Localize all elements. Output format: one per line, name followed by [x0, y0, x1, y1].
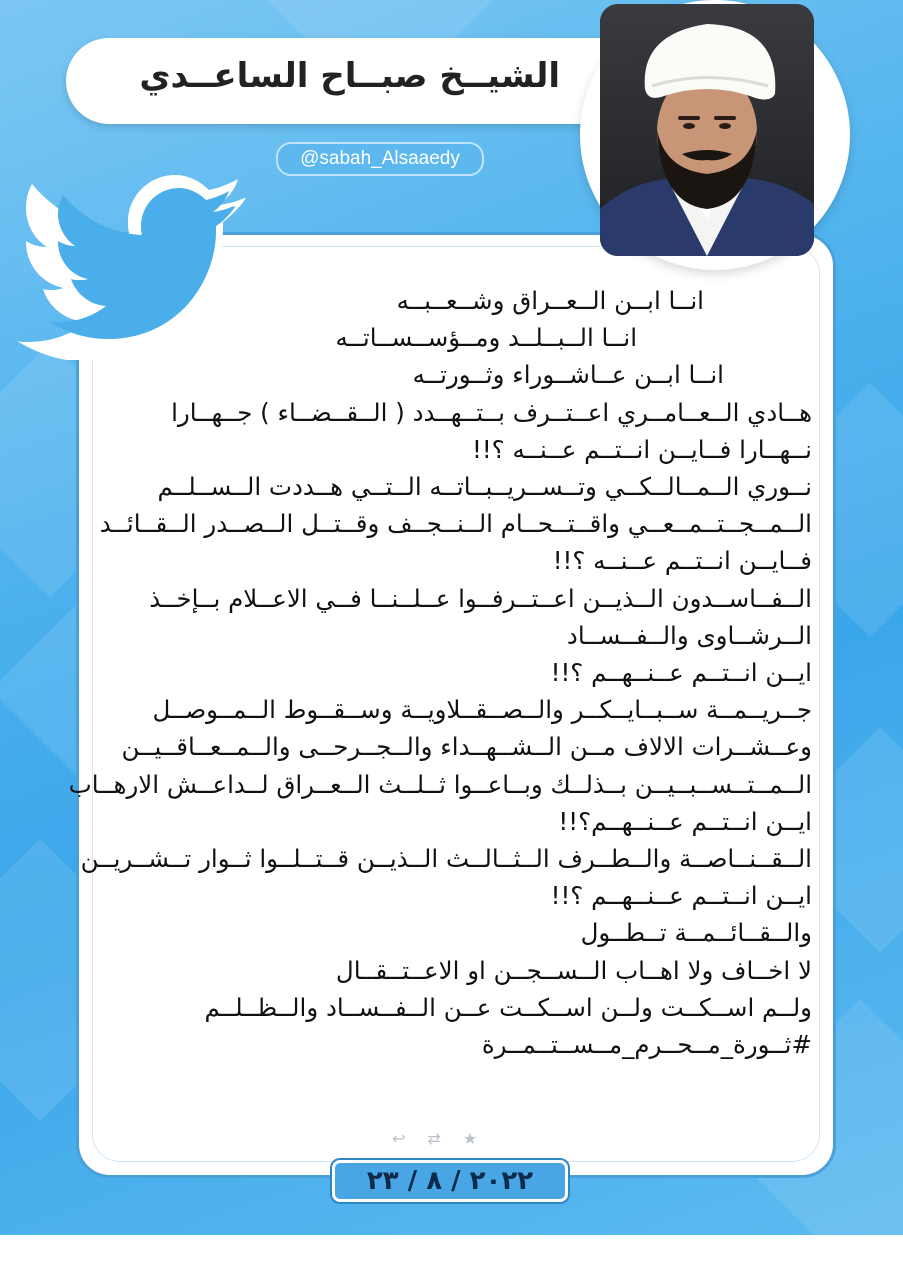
tweet-line: انــا الــبــلــد ومــؤســســاتــه [335, 323, 637, 353]
bottom-margin [0, 1235, 903, 1280]
profile-name: الشيــخ صبــاح الساعــدي [139, 56, 560, 96]
tweet-line: لا اخــاف ولا اهــاب الــســجــن او الاعــتــقــال [335, 955, 812, 985]
tweet-line: انــا ابــن عــاشــوراء وثــورتــه [412, 360, 724, 390]
tweet-line: نــهــارا فــايــن انــتــم عــنــه ؟!! [472, 434, 812, 464]
tweet-line: ايــن انــتــم عــنــهــم ؟!! [550, 658, 812, 688]
tweet-line: الــمــجــتــمــعــي واقــتــحــام الــنــجــف وقــتــل الــصــدر الــقــائــد [99, 509, 812, 539]
tweet-line: هــادي الــعــامــري اعــتــرف بــتــهــدد ( الــقــضــاء ) جــهــارا [171, 397, 812, 427]
tweet-text [68, 282, 812, 1063]
profile-handle[interactable]: @sabah_Alsaaedy [276, 142, 484, 176]
hashtag[interactable]: #ثــورة_مــحــرم_مــســتــمــرة [481, 1030, 812, 1060]
tweet-line: انــا ابــن الــعــراق وشــعــبــه [396, 286, 704, 315]
tweet-line: الــرشــاوى والــفــســاد [566, 620, 812, 650]
reply-icon[interactable]: ↩ [392, 1128, 406, 1148]
retweet-icon[interactable]: ⇄ [427, 1128, 441, 1148]
avatar [600, 4, 814, 256]
tweet-line: الــفــاســدون الــذيــن اعــتــرفــوا عــلــنــا فــي الاعــلام بــإخــذ [149, 583, 812, 613]
tweet-line: الــمــتــســبــيــن بــذلــك وبــاعــوا ثــلــث الــعــراق لــداعــش الارهــاب [68, 769, 812, 799]
star-icon[interactable]: ★ [462, 1128, 478, 1148]
tweet-line: ولــم اســكــت ولــن اســكــت عــن الــفــســاد والــظــلــم [204, 992, 812, 1022]
tweet-actions [392, 1126, 512, 1150]
tweet-line: والــقــائــمــة تــطــول [580, 918, 812, 948]
tweet-line: جــريــمــة ســبــايــكــر والــصــقــلاويــة وســقــوط الــمــوصــل [152, 695, 812, 725]
tweet-line: الــقــنــاصــة والــطــرف الــثــالــث الــذيــن قــتــلــوا ثــوار تــشــريــن [80, 844, 812, 874]
tweet-line: ايــن انــتــم عــنــهــم ؟!! [550, 881, 812, 911]
tweet-line: فــايــن انــتــم عــنــه ؟!! [552, 546, 812, 576]
tweet-line: وعــشــرات الالاف مــن الــشــهــداء والــجــرحــى والــمــعــاقــيــن [121, 732, 812, 762]
date-label: ٢٠٢٢ / ٨ / ٢٣ [332, 1160, 568, 1202]
tweet-line: نــوري الــمــالــكــي وتــســريــبــاتــه الــتــي هــددت الــســلــم [157, 472, 812, 502]
tweet-line: ايــن انــتــم عــنــهــم؟!! [558, 806, 812, 836]
